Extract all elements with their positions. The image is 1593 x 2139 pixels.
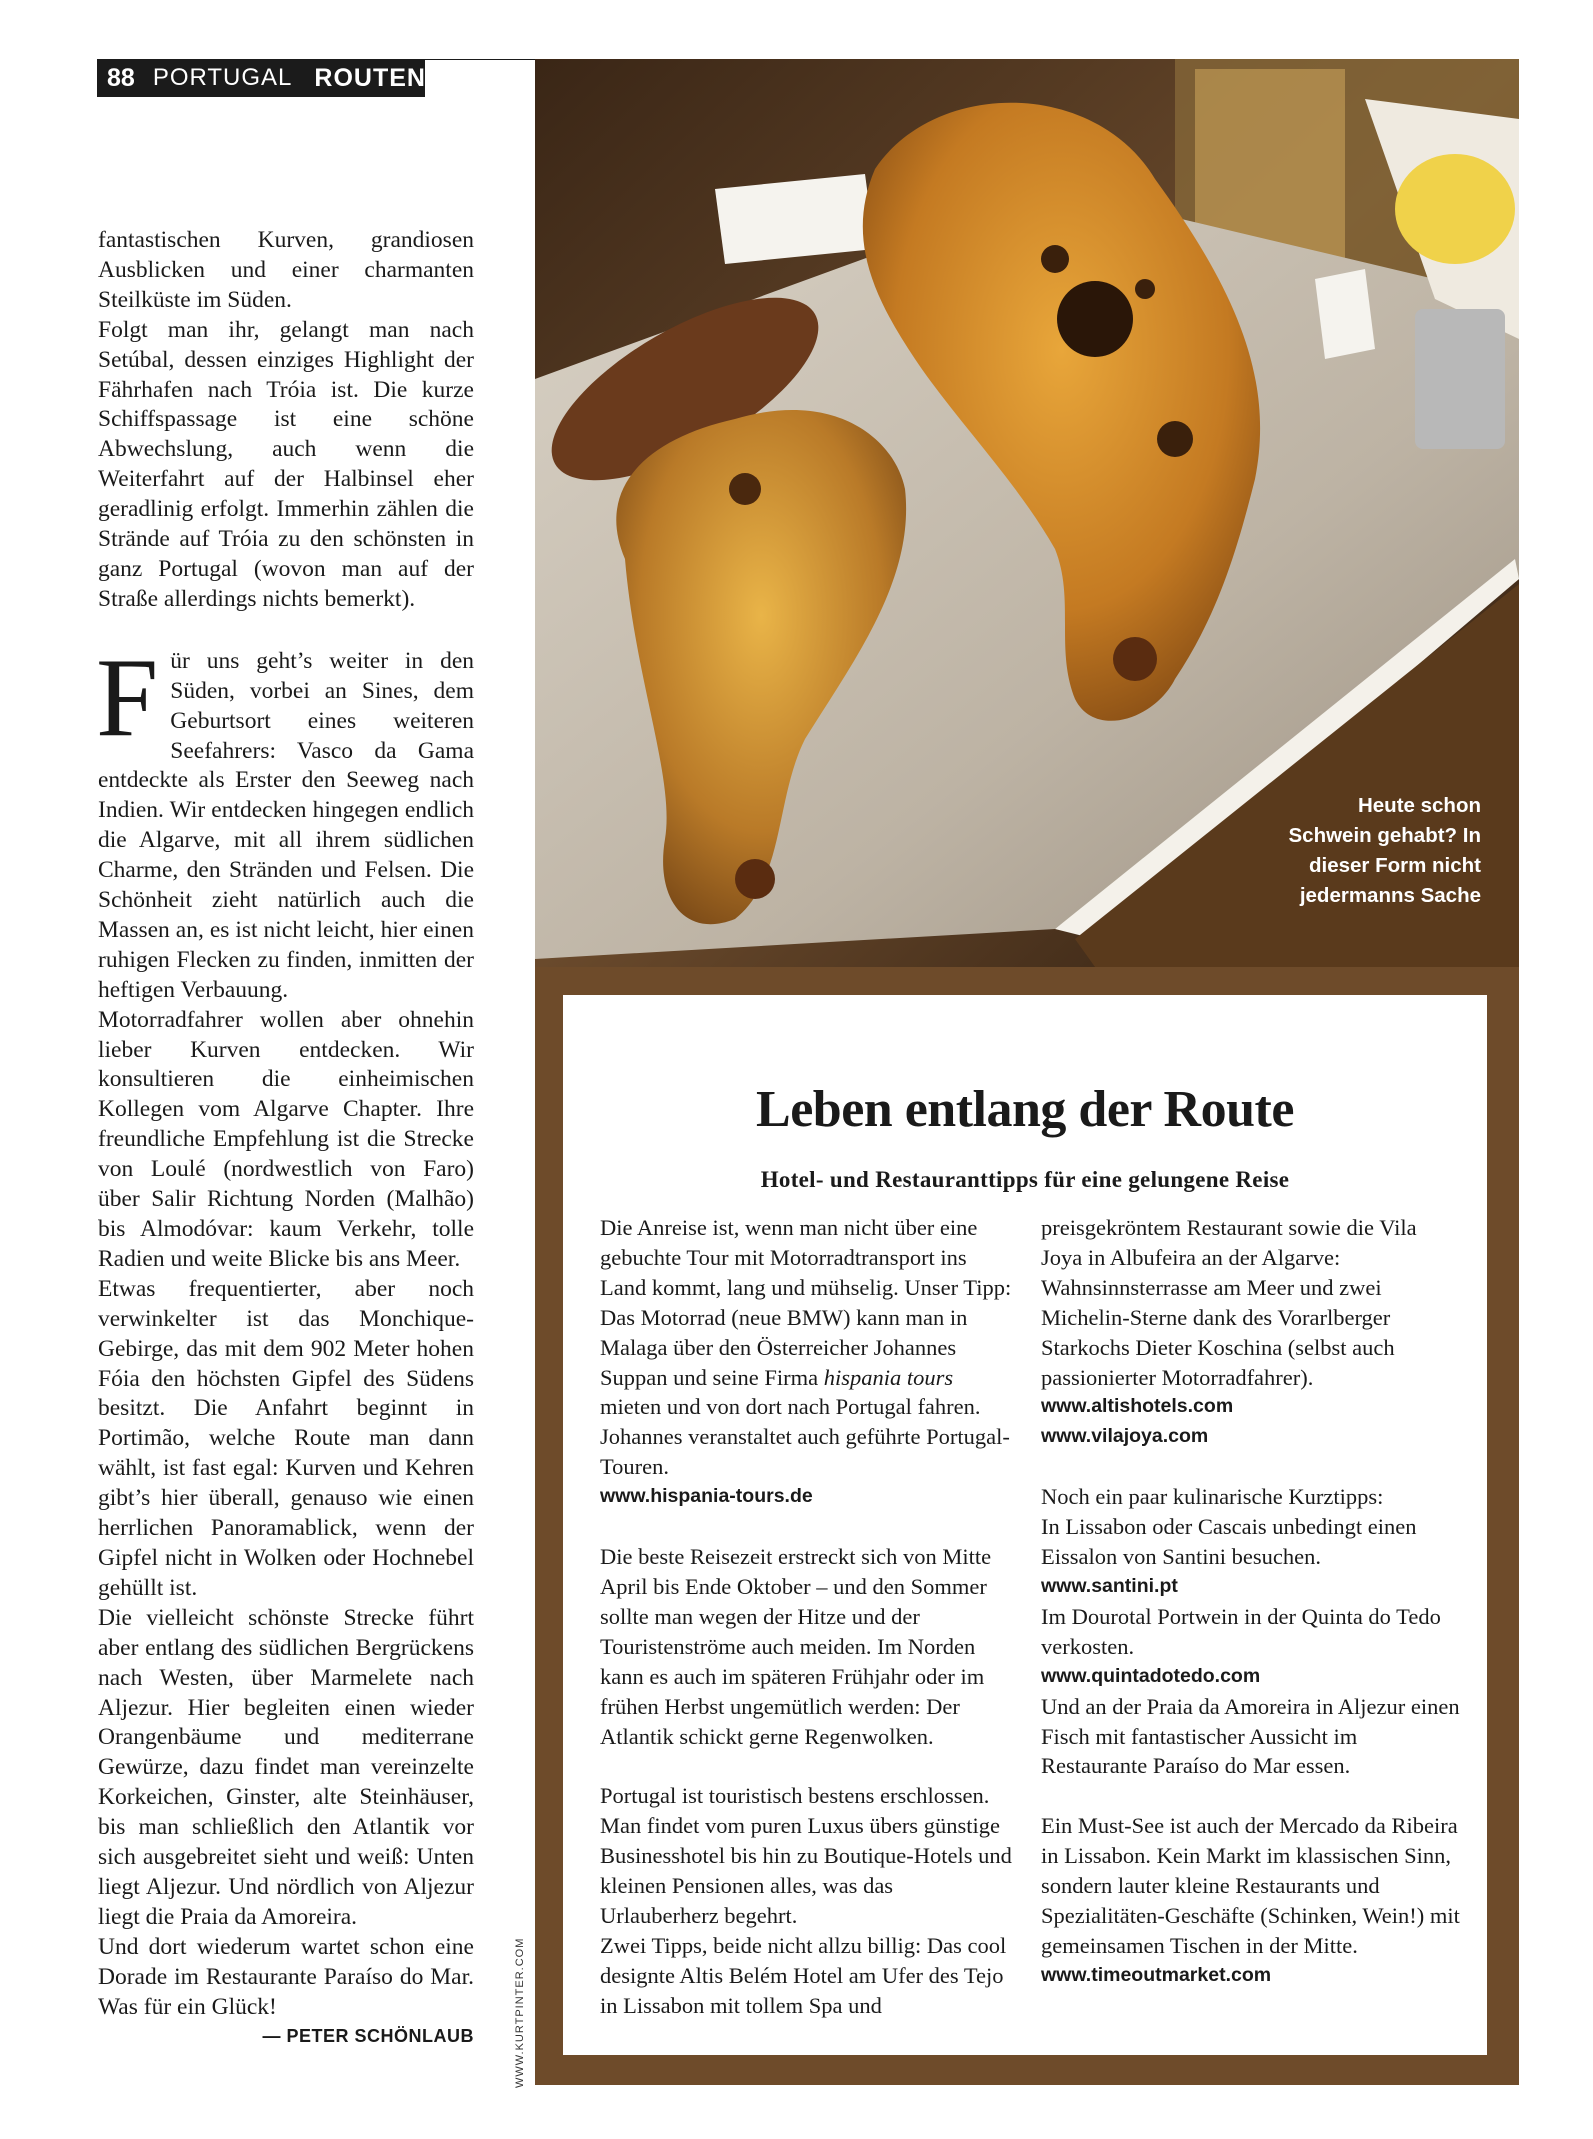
caption-line: jedermanns Sache: [1299, 884, 1481, 907]
section-label: PORTUGAL: [152, 64, 293, 91]
paragraph: preisgekröntem Restaurant sowie die Vila Joya in Albufeira an der Algarve: Wahnsinnsterrasse am Meer und zwei Michelin-Sterne dank des Vorarlberger Starkochs Dieter Koschina (selbst auch passionierter Motorradfahrer).: [1041, 1215, 1417, 1390]
author-byline: — PETER SCHÖNLAUB: [262, 2026, 474, 2046]
paragraph: Im Dourotal Portwein in der Quinta do Tedo verkosten.: [1041, 1603, 1441, 1659]
paragraph: Zwei Tipps, beide nicht allzu billig: Das cool designte Altis Belém Hotel am Ufer des Tejo in Lissabon mit tollem Spa und: [600, 1932, 1007, 2018]
paragraph: In Lissabon oder Cascais unbedingt einen Eissalon von Santini besuchen.: [1041, 1514, 1417, 1570]
paragraph: Motorradfahrer wollen aber ohnehin lieber Kurven entdecken. Wir konsultieren die einheimischen Kollegen vom Algarve Chapter. Ihre freundliche Empfehlung ist die Strecke von Loulé (nordwestlich von Faro) über Salir Richtung Norden (Malhão) bis Almodóvar: kaum Verkehr, tolle Radien und weite Blicke bis ans Meer.: [98, 1006, 474, 1272]
info-box: [563, 995, 1487, 2055]
article-column: [98, 226, 474, 2022]
photo-caption: [1289, 791, 1482, 911]
paragraph: Die vielleicht schönste Strecke führt aber entlang des südlichen Bergrückens nach Westen, über Marmelete nach Aljezur. Hier begleiten einen wieder Orangenbäume und mediterrane Gewürze, dazu findet man vereinzelte Korkeichen, Ginster, alte Steinhäuser, bis man schließlich den Atlantik vor sich ausgebreitet sieht und weiß: Unten liegt Aljezur. Und nördlich von Aljezur liegt die Praia da Amoreira.: [98, 1604, 474, 1930]
company-name: hispania tours: [823, 1364, 954, 1390]
caption-line: dieser Form nicht: [1308, 854, 1481, 877]
article-photo: [535, 59, 1519, 967]
drop-cap: F: [96, 635, 159, 760]
url-link[interactable]: www.vilajoya.com: [1041, 1425, 1209, 1448]
caption-line: Heute schon: [1357, 794, 1481, 817]
paragraph: Folgt man ihr, gelangt man nach Setúbal, dessen einziges Highlight der Fährhafen nach Tróia ist. Die kurze Schiffspassage ist eine schöne Abwechslung, auch wenn die Weiterfahrt auf der Halbinsel eher geradlinig erfolgt. Immerhin zählen die Strände auf Tróia zu den schönsten in ganz Portugal (wovon man auf der Straße allerdings nichts bemerkt).: [98, 316, 474, 612]
url-link[interactable]: www.altishotels.com: [1041, 1395, 1234, 1418]
paragraph: Ein Must-See ist auch der Mercado da Ribeira in Lissabon. Kein Markt im klassischen Sinn, sondern lauter kleine Restaurants und Spezialitäten-Geschäfte (Schinken, Wein!) mit gemeinsamen Tischen in der Mitte.: [1041, 1813, 1460, 1958]
info-box-frame: [535, 967, 1519, 2085]
url-link[interactable]: www.quintadotedo.com: [1041, 1664, 1261, 1687]
paragraph: Die beste Reisezeit erstreckt sich von Mitte April bis Ende Oktober – und den Sommer sollte man wegen der Hitze und der Touristenströme auch meiden. Im Norden kann es auch im späteren Frühjahr oder im frühen Herbst ungemütlich werden: Der Atlantik schickt gerne Regenwolken.: [600, 1544, 992, 1749]
category-label: ROUTEN: [314, 63, 426, 92]
page-number: 88: [107, 63, 135, 92]
paragraph: Etwas frequentierter, aber noch verwinkelter ist das Monchique-Gebirge, das mit dem 902 Meter hohen Fóia den höchsten Gipfel des Südens besitzt. Die Anfahrt beginnt in Portimão, welche Route man dann wählt, ist fast egal: Kurven und Kehren gibt’s hier überall, genauso wie einen herrlichen Panoramablick, wenn der Gipfel nicht in Wolken oder Hochnebel gehüllt ist.: [98, 1275, 474, 1601]
box-title: Leben entlang der Route: [756, 1081, 1294, 1138]
page-header: [97, 59, 425, 97]
box-subtitle: Hotel- und Restauranttipps für eine gelungene Reise: [760, 1167, 1290, 1192]
paragraph: Und an der Praia da Amoreira in Aljezur einen Fisch mit fantastischer Aussicht im Restaurante Paraíso do Mar essen.: [1041, 1693, 1460, 1779]
paragraph-text: ür uns geht’s weiter in den Süden, vorbei an Sines, dem Geburtsort eines weiteren Seefahrers: Vasco da Gama entdeckte als Erster den Seeweg nach Indien. Wir entdecken hingegen endlich die Algarve, mit all ihrem südlichen Charme, den Stränden und Felsen. Die Schönheit zieht natürlich auch die Massen an, es ist nicht leicht, hier einen ruhigen Flecken zu finden, inmitten der heftigen Verbauung.: [98, 647, 474, 1003]
paragraph: fantastischen Kurven, grandiosen Ausblicken und einer charmanten Steilküste im Süden.: [98, 227, 474, 313]
paragraph-text: Die Anreise ist, wenn man nicht über eine gebuchte Tour mit Motorradtransport ins Land kommt, lang und mühselig. Unser Tipp: Das Motorrad (neue BMW) kann man in Malaga über den Österreicher Johannes Suppan und seine Firma: [600, 1215, 1012, 1390]
paragraph-dropcap: [96, 635, 474, 1006]
paragraph: Portugal ist touristisch bestens erschlossen. Man findet vom puren Luxus übers günstige Businesshotel bis hin zu Boutique-Hotels und kleinen Pensionen alles, was das Urlauberherz begehrt.: [600, 1783, 1012, 1929]
photo-credit: WWW.KURTPINTER.COM: [514, 1937, 526, 2088]
header-rule: [425, 59, 535, 60]
box-column-right: [1041, 1213, 1461, 1991]
url-link[interactable]: www.hispania-tours.de: [600, 1485, 813, 1508]
paragraph: Und dort wiederum wartet schon eine Dorade im Restaurante Paraíso do Mar. Was für ein Glück!: [98, 1933, 474, 2020]
url-link[interactable]: www.santini.pt: [1041, 1574, 1178, 1597]
caption-line: Schwein gehabt? In: [1288, 824, 1481, 847]
paragraph: Noch ein paar kulinarische Kurztipps:: [1041, 1484, 1384, 1510]
url-link[interactable]: www.timeoutmarket.com: [1041, 1963, 1272, 1986]
paragraph-text: mieten und von dort nach Portugal fahren. Johannes veranstaltet auch geführte Portugal-Touren.: [600, 1394, 1010, 1480]
paragraph: [600, 1213, 1015, 1482]
box-column-left: [600, 1213, 1015, 2021]
